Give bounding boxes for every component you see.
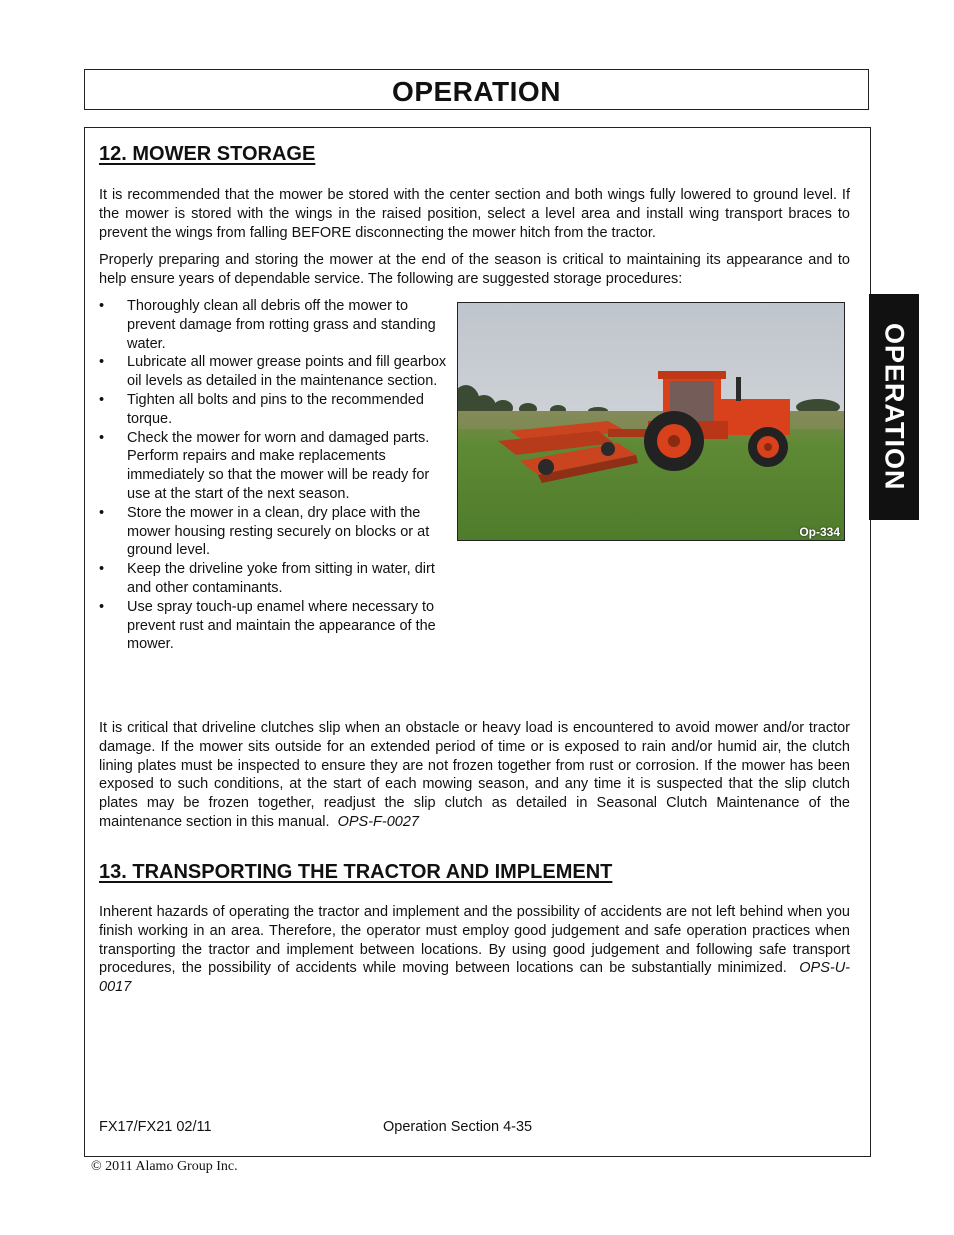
- reference-code: OPS-F-0027: [337, 813, 419, 830]
- section-13-paragraph-1: [99, 903, 850, 997]
- header-box: [84, 69, 869, 110]
- paragraph-text: Inherent hazards of operating the tractor and implement and the possibility of accidents are not left behind when you finish working in an area. Therefore, the operator must employ good judgement and safe operation practices when transporting the tractor and implement between locations. By using good judgement and following safe transport procedures, the possibility of accidents while moving between locations can be substantially minimized.: [99, 904, 850, 977]
- list-item-text: Check the mower for worn and damaged parts. Perform repairs and make replacements immediately so that the mower will be ready for use at the start of the next season.: [127, 429, 430, 502]
- section-13-heading: 13. TRANSPORTING THE TRACTOR AND IMPLEMENT: [99, 861, 613, 883]
- list-item: [99, 598, 449, 654]
- section-12-paragraph-3: [99, 719, 850, 832]
- tractor-mower-photo: [457, 302, 845, 541]
- list-item-text: Tighten all bolts and pins to the recommended torque.: [127, 391, 424, 427]
- bullet-icon: •: [99, 504, 105, 521]
- list-item: [99, 353, 449, 391]
- bullet-icon: •: [99, 598, 105, 615]
- side-tab: [869, 294, 919, 520]
- reference-code: OPS-U- 0017: [99, 960, 850, 996]
- bullet-icon: •: [99, 561, 105, 578]
- tractor-mower-illustration: [458, 303, 844, 540]
- bullet-icon: •: [99, 354, 105, 371]
- paragraph-text: It is critical that driveline clutches slip when an obstacle or heavy load is encountered to avoid mower and/or tractor damage. If the mower sits outside for an extended period of time or is exposed to rain and/or humid air, the clutch lining plates must be inspected to ensure they are not frozen together from rust or corrosion. If the mower has been exposed to such conditions, at the start of each mowing season, and any time it is suspected that the slip clutch plates may be frozen together, readjust the slip clutch as detailed in Seasonal Clutch Maintenance of the maintenance section in this manual.: [99, 720, 850, 830]
- section-12-paragraph-1: It is recommended that the mower be stored with the center section and both wings fully lowered to ground level. If the mower is stored with the wings in the raised position, select a level area and install wing transport braces to prevent the wings from falling BEFORE disconnecting the mower hitch from the tractor.: [99, 187, 850, 241]
- list-item-text: Store the mower in a clean, dry place with the mower housing resting securely on blocks or at ground level.: [127, 504, 430, 559]
- page-title: OPERATION: [392, 75, 561, 107]
- list-item: [99, 429, 449, 504]
- copyright-notice: © 2011 Alamo Group Inc.: [91, 1159, 238, 1174]
- bullet-icon: •: [99, 429, 105, 446]
- section-12-paragraph-2: Properly preparing and storing the mower at the end of the season is critical to maintaining its appearance and to help ensure years of dependable service. The following are suggested storage procedures:: [99, 252, 850, 287]
- storage-procedures-list: [99, 297, 449, 654]
- list-item-text: Use spray touch-up enamel where necessary to prevent rust and maintain the appearance of the mower.: [127, 598, 436, 653]
- list-item-text: Keep the driveline yoke from sitting in water, dirt and other contaminants.: [127, 561, 435, 596]
- bullet-icon: •: [99, 391, 105, 408]
- photo-label: Op-334: [799, 525, 840, 539]
- side-tab-label: OPERATION: [879, 323, 910, 491]
- list-item: [99, 297, 449, 353]
- footer-model: FX17/FX21 02/11: [99, 1119, 212, 1135]
- list-item: [99, 504, 449, 560]
- list-item: [99, 391, 449, 429]
- list-item: [99, 560, 449, 598]
- bullet-icon: •: [99, 298, 105, 314]
- list-item-text: Thoroughly clean all debris off the mower to prevent damage from rotting grass and standing water.: [127, 298, 436, 352]
- list-item-text: Lubricate all mower grease points and fill gearbox oil levels as detailed in the maintenance section.: [127, 354, 447, 390]
- section-12-heading: 12. MOWER STORAGE: [99, 143, 316, 165]
- footer-page-number: Operation Section 4-35: [383, 1119, 533, 1135]
